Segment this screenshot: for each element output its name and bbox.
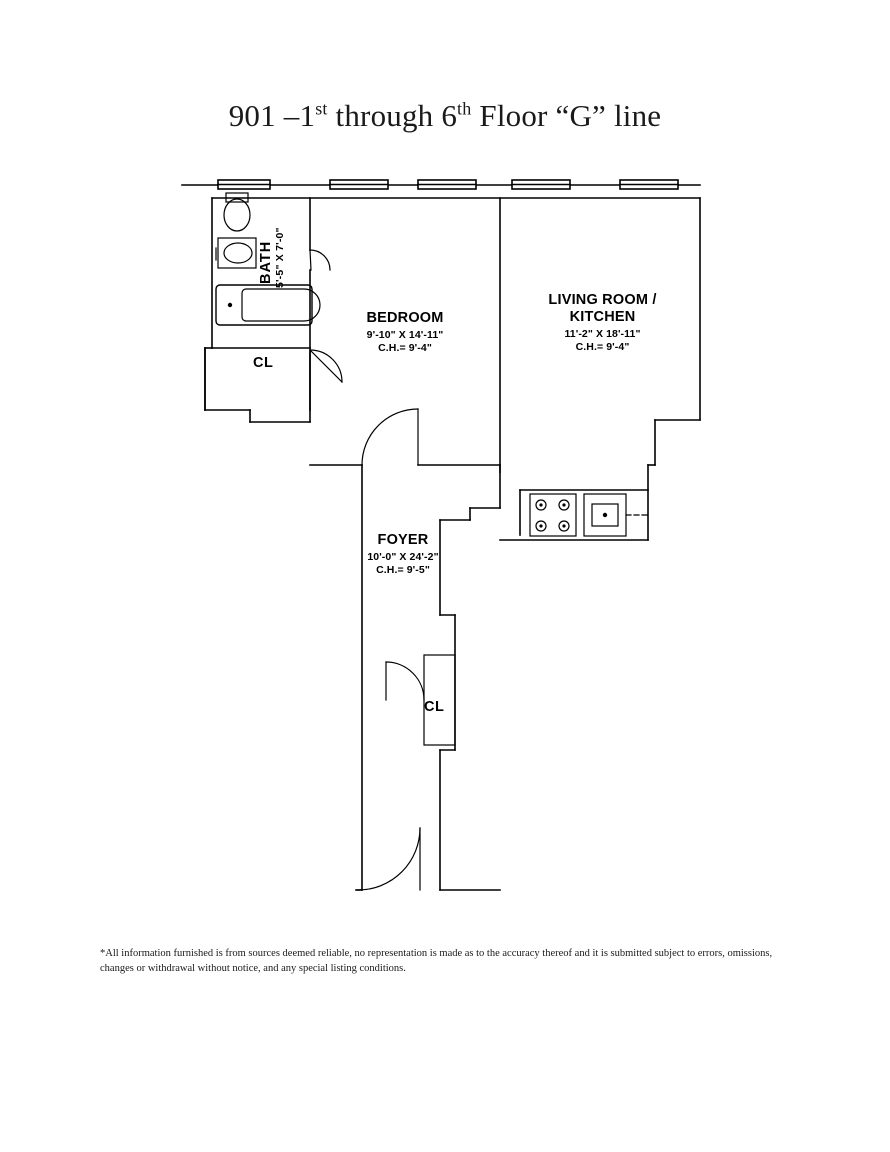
room-label-living-kitchen <box>495 292 710 354</box>
bedroom-name: BEDROOM <box>366 310 444 326</box>
foyer-name: FOYER <box>377 532 429 548</box>
fixture-tub-drain <box>228 303 232 307</box>
page-title <box>0 98 890 134</box>
room-label-bath <box>258 196 286 288</box>
door-closet-foyer <box>386 662 424 700</box>
door-entry <box>358 828 420 890</box>
bath-dimensions: 5'-5" X 7'-0" <box>274 227 286 288</box>
foyer-dimensions: 10'-0" X 24'-2" <box>367 551 439 564</box>
title-sup-th: th <box>457 98 472 119</box>
fixture-sink <box>224 243 252 263</box>
door-bath <box>310 250 330 270</box>
foyer-ceiling-height: C.H.= 9'-5" <box>376 564 430 577</box>
closet-label-bedroom: CL <box>253 355 274 371</box>
title-middle: through 6 <box>327 98 458 133</box>
room-label-bedroom <box>300 310 510 355</box>
room-label-foyer <box>305 532 501 577</box>
title-sup-st: st <box>315 98 328 119</box>
title-prefix: 901 –1 <box>228 98 316 133</box>
living-kitchen-dimensions: 11'-2" X 18'-11" <box>564 328 641 341</box>
living-kitchen-name-line1: LIVING ROOM / <box>548 292 657 308</box>
bedroom-dimensions: 9'-10" X 14'-11" <box>366 329 444 342</box>
fixture-toilet <box>224 199 250 231</box>
bath-name: BATH <box>258 240 274 284</box>
closet-label-foyer: CL <box>424 699 445 715</box>
bedroom-ceiling-height: C.H.= 9'-4" <box>378 342 432 355</box>
living-kitchen-ceiling-height: C.H.= 9'-4" <box>575 341 630 354</box>
living-kitchen-name-line2: KITCHEN <box>569 309 636 326</box>
door-bedroom <box>362 409 418 465</box>
title-suffix: Floor “G” line <box>471 98 662 133</box>
disclaimer-text: *All information furnished is from sources deemed reliable, no representation is made as to the accuracy thereof and it is submitted subject to errors, omissions, changes or withdrawal without notice, and any special listing conditions. <box>100 948 773 975</box>
